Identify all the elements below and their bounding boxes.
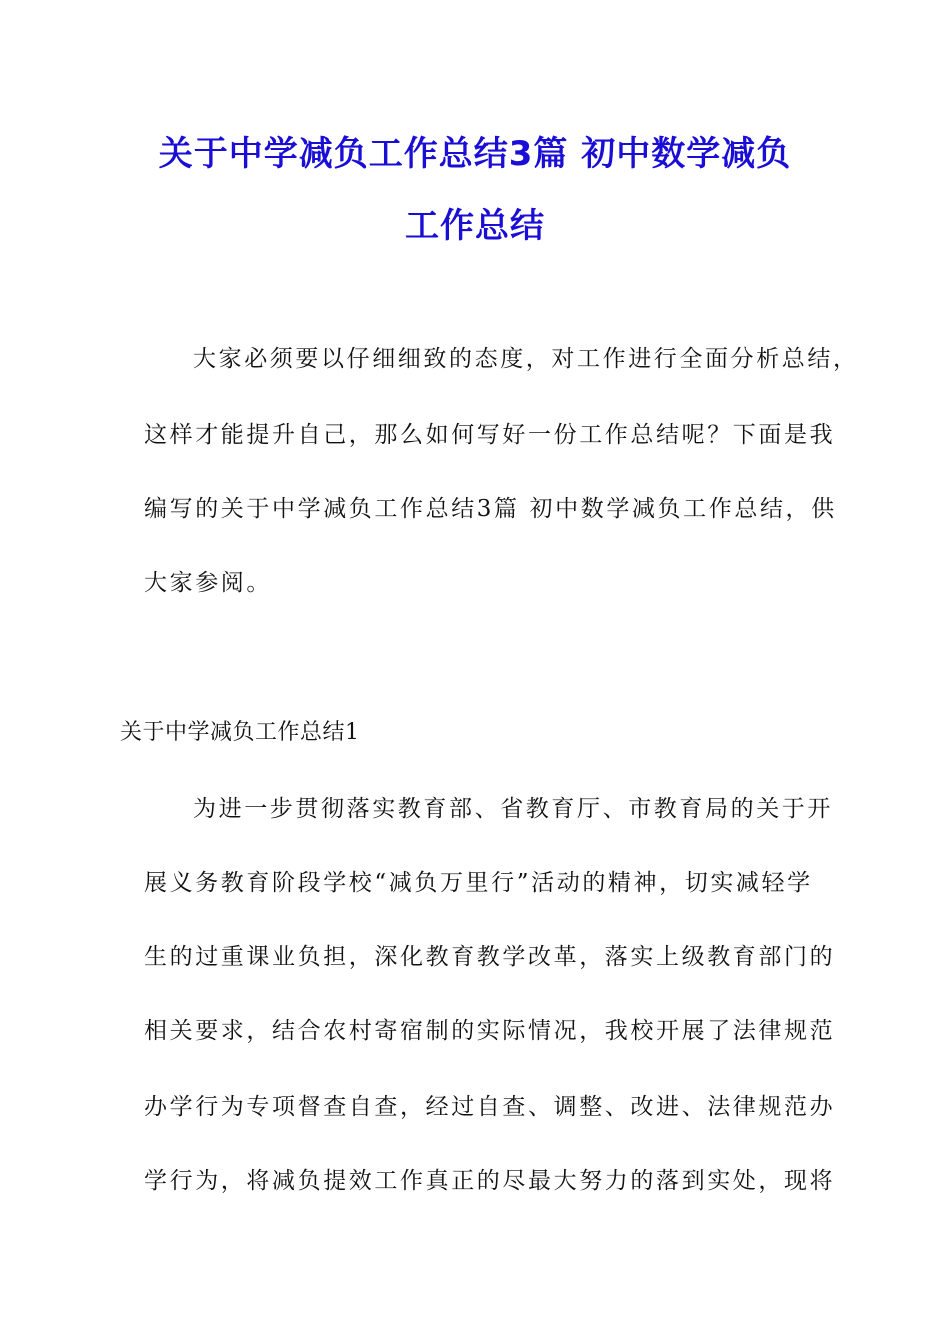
- section-paragraph-line: 生的过重课业负担，深化教育教学改革，落实上级教育部门的: [144, 944, 836, 970]
- intro-paragraph-line: 这样才能提升自己，那么如何写好一份工作总结呢？下面是我: [144, 422, 836, 448]
- document-title-line-2: 工作总结: [405, 206, 545, 246]
- section-heading: 关于中学减负工作总结1: [120, 720, 360, 745]
- section-paragraph-line: 办学行为专项督查自查，经过自查、调整、改进、法律规范办: [144, 1094, 836, 1120]
- intro-paragraph-line: 大家必须要以仔细细致的态度，对工作进行全面分析总结，: [193, 346, 859, 372]
- document-title-line-1: 关于中学减负工作总结3篇 初中数学减负: [158, 134, 792, 174]
- section-paragraph-line: 学行为，将减负提效工作真正的尽最大努力的落到实处，现将: [144, 1168, 836, 1194]
- section-paragraph-line: 展义务教育阶段学校“减负万里行”活动的精神，切实减轻学: [144, 870, 813, 896]
- section-paragraph-line: 为进一步贯彻落实教育部、省教育厅、市教育局的关于开: [193, 796, 833, 822]
- intro-paragraph-line: 编写的关于中学减负工作总结3篇 初中数学减负工作总结，供: [144, 496, 837, 522]
- intro-paragraph-line: 大家参阅。: [144, 570, 272, 596]
- section-paragraph-line: 相关要求，结合农村寄宿制的实际情况，我校开展了法律规范: [144, 1018, 836, 1044]
